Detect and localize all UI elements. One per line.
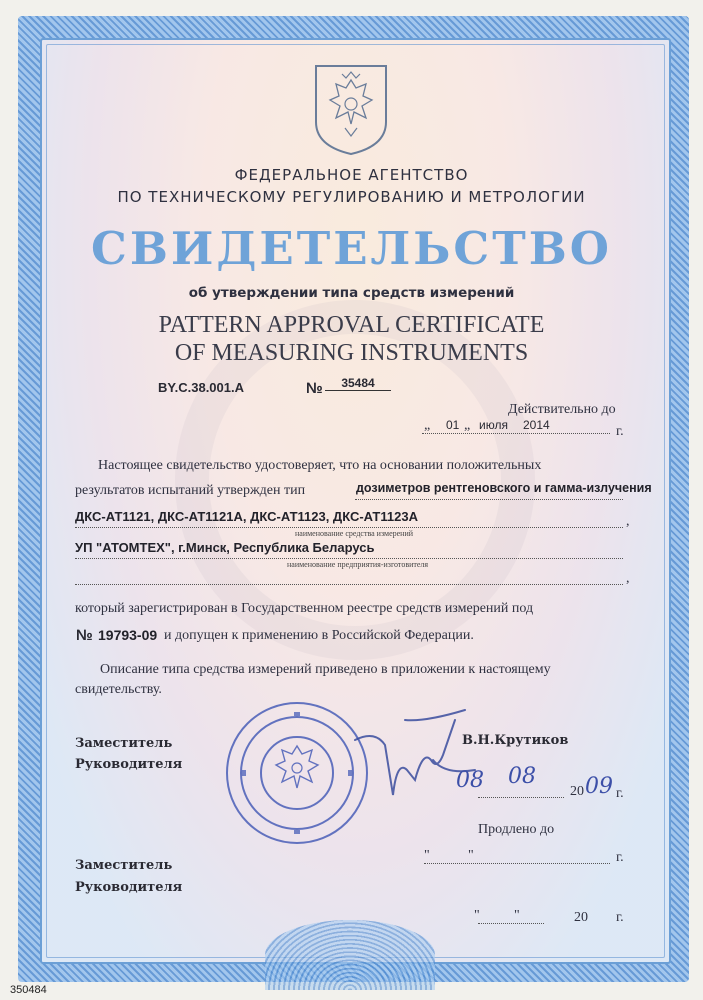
- final-year-prefix: 20: [574, 910, 588, 925]
- models-comma: ,: [626, 514, 630, 529]
- final-date-dotted-line: [478, 922, 544, 924]
- certificate-code: BY.C.38.001.A: [158, 380, 244, 395]
- registry-number: 19793-09: [98, 627, 158, 643]
- sign-date-year-hand: 09: [585, 774, 613, 799]
- deputy-title-2-line2: Руководителя: [75, 880, 183, 895]
- extended-suffix: г.: [616, 850, 624, 865]
- certificate-subtitle: об утверждении типа средств измерений: [188, 285, 515, 301]
- deputy-title-1-line2: Руководителя: [75, 757, 183, 772]
- blank-line-comma: ,: [626, 571, 630, 586]
- para1-line1: Настоящее свидетельство удостоверяет, что на основании положительных: [98, 458, 542, 473]
- english-title-line-1: PATTERN APPROVAL CERTIFICATE: [158, 312, 545, 338]
- manufacturer-name: УП "АТОМТЕХ", г.Минск, Республика Беларусь: [75, 540, 375, 555]
- number-sign: №: [306, 380, 323, 397]
- models-dotted-line: [75, 526, 623, 528]
- para2-line2: и допущен к применению в Российской Федерации.: [164, 628, 474, 643]
- english-title-line-2: OF MEASURING INSTRUMENTS: [174, 340, 529, 366]
- manufacturer-dotted-line: [75, 557, 623, 559]
- validity-day: 01: [446, 418, 460, 432]
- agency-line-1: ФЕДЕРАЛЬНОЕ АГЕНТСТВО: [234, 166, 469, 184]
- coat-of-arms-emblem-icon: [312, 62, 390, 156]
- registry-number-sign: №: [76, 627, 93, 644]
- final-quote-close: ": [514, 908, 520, 923]
- sign-date-day: 08: [456, 768, 484, 793]
- caption-instrument: наименование средства измерений: [295, 529, 414, 538]
- extended-dotted-line: [424, 862, 610, 864]
- final-quote-open: ": [474, 908, 480, 923]
- para3-line1: Описание типа средства измерений приведено в приложении к настоящему: [100, 662, 551, 677]
- extended-quote-close: ": [468, 848, 474, 863]
- extended-quote-open: ": [424, 848, 430, 863]
- agency-line-2: ПО ТЕХНИЧЕСКОМУ РЕГУЛИРОВАНИЮ И МЕТРОЛОГИИ: [117, 188, 586, 206]
- caption-manufacturer: наименование предприятия-изготовителя: [287, 560, 429, 569]
- certificate-title: СВИДЕТЕЛЬСТВО: [91, 222, 612, 275]
- validity-year: 2014: [523, 418, 550, 432]
- instrument-type: дозиметров рентгеновского и гамма-излучения: [356, 481, 652, 495]
- validity-dotted-line: [422, 432, 610, 434]
- signer-name: В.Н.Крутиков: [462, 733, 569, 748]
- blank-dotted-line: [75, 583, 623, 585]
- para1-line2: результатов испытаний утвержден тип: [75, 483, 306, 498]
- validity-month: июля: [479, 418, 508, 432]
- validity-suffix: г.: [616, 424, 624, 439]
- instrument-models: ДКС-АТ1121, ДКС-АТ1121А, ДКС-АТ1123, ДКС-АТ1123А: [75, 509, 418, 524]
- validity-quote-open: „: [424, 418, 431, 433]
- para2-line1: который зарегистрирован в Государственном реестре средств измерений под: [75, 601, 534, 616]
- type-dotted-line: [355, 498, 623, 500]
- para3-line2: свидетельству.: [75, 682, 162, 697]
- handwritten-signature-icon: [345, 700, 485, 820]
- serial-number: 350484: [10, 984, 47, 996]
- deputy-title-2-line1: Заместитель: [75, 858, 173, 873]
- final-suffix: г.: [616, 910, 624, 925]
- sign-date-year-prefix: 20: [570, 784, 584, 799]
- bottom-ornament: [265, 920, 435, 990]
- deputy-title-1-line1: Заместитель: [75, 736, 173, 751]
- certificate-number: 35484: [325, 376, 391, 391]
- validity-quote-close: „: [464, 418, 471, 433]
- sign-date-suffix: г.: [616, 786, 624, 801]
- sign-date-month: 08: [508, 764, 536, 789]
- extended-label: Продлено до: [478, 822, 555, 837]
- validity-label: Действительно до: [508, 402, 616, 417]
- sign-date-dotted-line: [478, 796, 564, 798]
